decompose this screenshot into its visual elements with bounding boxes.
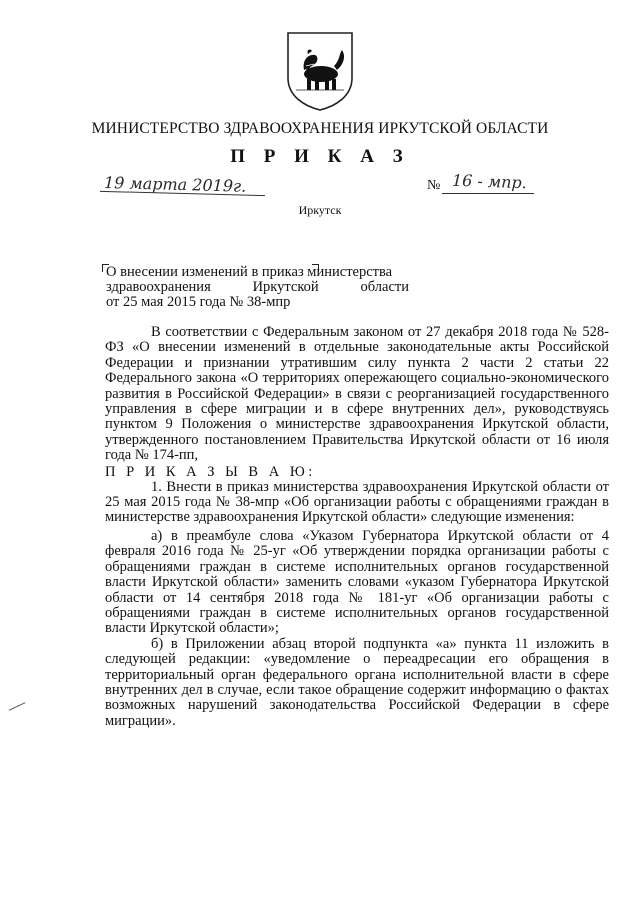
item-a-paragraph: а) в преамбуле слова «Указом Губернатора Иркутской области от 4 февраля 2016 года № 25-уг «Об утверждении порядка организации работы с обращениями граждан в системе исполнительных органов государственной власти Иркутской области» заменить словами «указом Губернатора Иркутской области от 14 сентября 2018 года № 181-уг «Об организации работы с обращениями граждан в системе исполнительных органов государственной власти Иркутской области»; <box>105 527 609 637</box>
item-b-paragraph: б) в Приложении абзац второй подпункта «а» пункта 11 изложить в следующей редакции: «уведомление о переадресации его обращения в территориальный орган федерального органа исполнительной власти в сфере внутренних дел в случае, если такое обращение содержит информацию о фактах возможных нарушений законодательства Российской Федерации в сфере миграции». <box>105 635 609 729</box>
item-1-paragraph: 1. Внести в приказ министерства здравоохранения Иркутской области от 25 мая 2015 года № 38-мпр «Об организации работы с обращениями граждан в министерстве здравоохранения Иркутской области» следующие изменения: <box>105 478 609 526</box>
subject-line: здравоохранения Иркутской области <box>106 279 409 295</box>
subject-block <box>106 265 409 310</box>
number-sign: № <box>427 178 441 193</box>
document-type-title: П Р И К А З <box>230 146 410 167</box>
handwritten-number: 16 - мпр. <box>451 170 528 193</box>
preamble-paragraph: В соответствии с Федеральным законом от 27 декабря 2018 года № 528-ФЗ «О внесении изменений в отдельные законодательные акты Российской Федерации и признании утратившим силу пункта 2 части 2 статьи 22 Федерального закона «О территориях опережающего социально-экономического развития в Российской Федерации» в связи с реорганизацией государственного управления в сфере миграции и в сфере внутренних дел», руководствуясь пунктом 9 Положения о министерстве здравоохранения Иркутской области, утвержденного постановлением Правительства Иркутской области от 16 июля года № 174-пп, <box>105 324 609 464</box>
handwritten-date: 19 марта 2019г. <box>103 173 247 196</box>
subject-line: О внесении изменений в приказ министерства <box>106 264 393 280</box>
ministry-name: МИНИСТЕРСТВО ЗДРАВООХРАНЕНИЯ ИРКУТСКОЙ ОБЛАСТИ <box>91 120 549 137</box>
irkutsk-coat-of-arms <box>284 30 356 112</box>
order-word: П Р И К А З Ы В А Ю: <box>105 463 316 480</box>
number-underline <box>442 193 534 194</box>
coat-of-arms-icon <box>284 30 356 112</box>
margin-pencil-mark <box>9 702 26 711</box>
subject-line: от 25 мая 2015 года № 38-мпр <box>106 294 291 310</box>
document-body <box>105 325 609 729</box>
city-name: Иркутск <box>298 203 342 217</box>
